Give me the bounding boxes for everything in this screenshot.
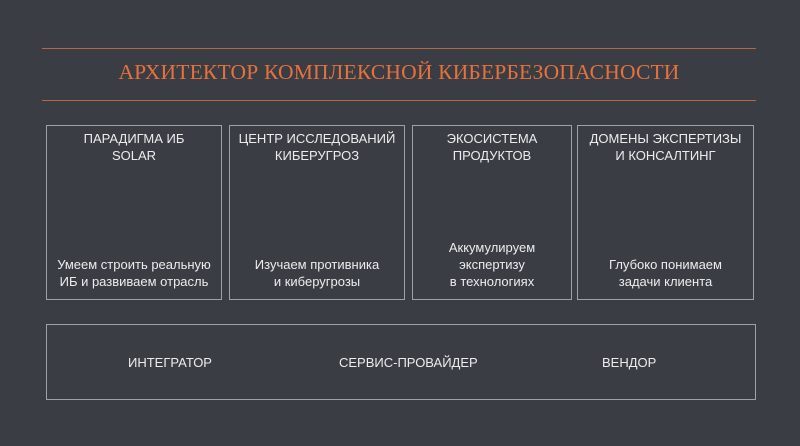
role-integrator: ИНТЕГРАТОР: [128, 355, 212, 370]
card-heading: ПАРАДИГМА ИБ SOLAR: [83, 131, 185, 163]
slide-title: АРХИТЕКТОР КОМПЛЕКСНОЙ КИБЕРБЕЗОПАСНОСТИ: [118, 60, 680, 84]
card-description: Аккумулируем экспертизу в технологиях: [448, 240, 536, 289]
card-heading: ЭКОСИСТЕМА ПРОДУКТОВ: [446, 131, 538, 163]
card-description: Умеем строить реальную ИБ и развиваем отрасль: [57, 257, 211, 289]
roles-panel: [46, 324, 756, 400]
card-research-center: [229, 125, 405, 300]
role-service-provider: СЕРВИС-ПРОВАЙДЕР: [339, 355, 478, 370]
role-vendor: ВЕНДОР: [602, 355, 657, 370]
card-heading: ЦЕНТР ИССЛЕДОВАНИЙ КИБЕРУГРОЗ: [238, 131, 396, 163]
card-expertise-domains: [577, 125, 754, 300]
card-paradigm: [46, 125, 222, 300]
card-product-ecosystem: [412, 125, 572, 300]
card-description: Изучаем противника и киберугрозы: [254, 257, 380, 289]
card-description: Глубоко понимаем задачи клиента: [609, 257, 722, 289]
card-heading: ДОМЕНЫ ЭКСПЕРТИЗЫ И КОНСАЛТИНГ: [589, 131, 742, 163]
title-bottom-divider: [42, 100, 756, 101]
title-top-divider: [42, 48, 756, 49]
